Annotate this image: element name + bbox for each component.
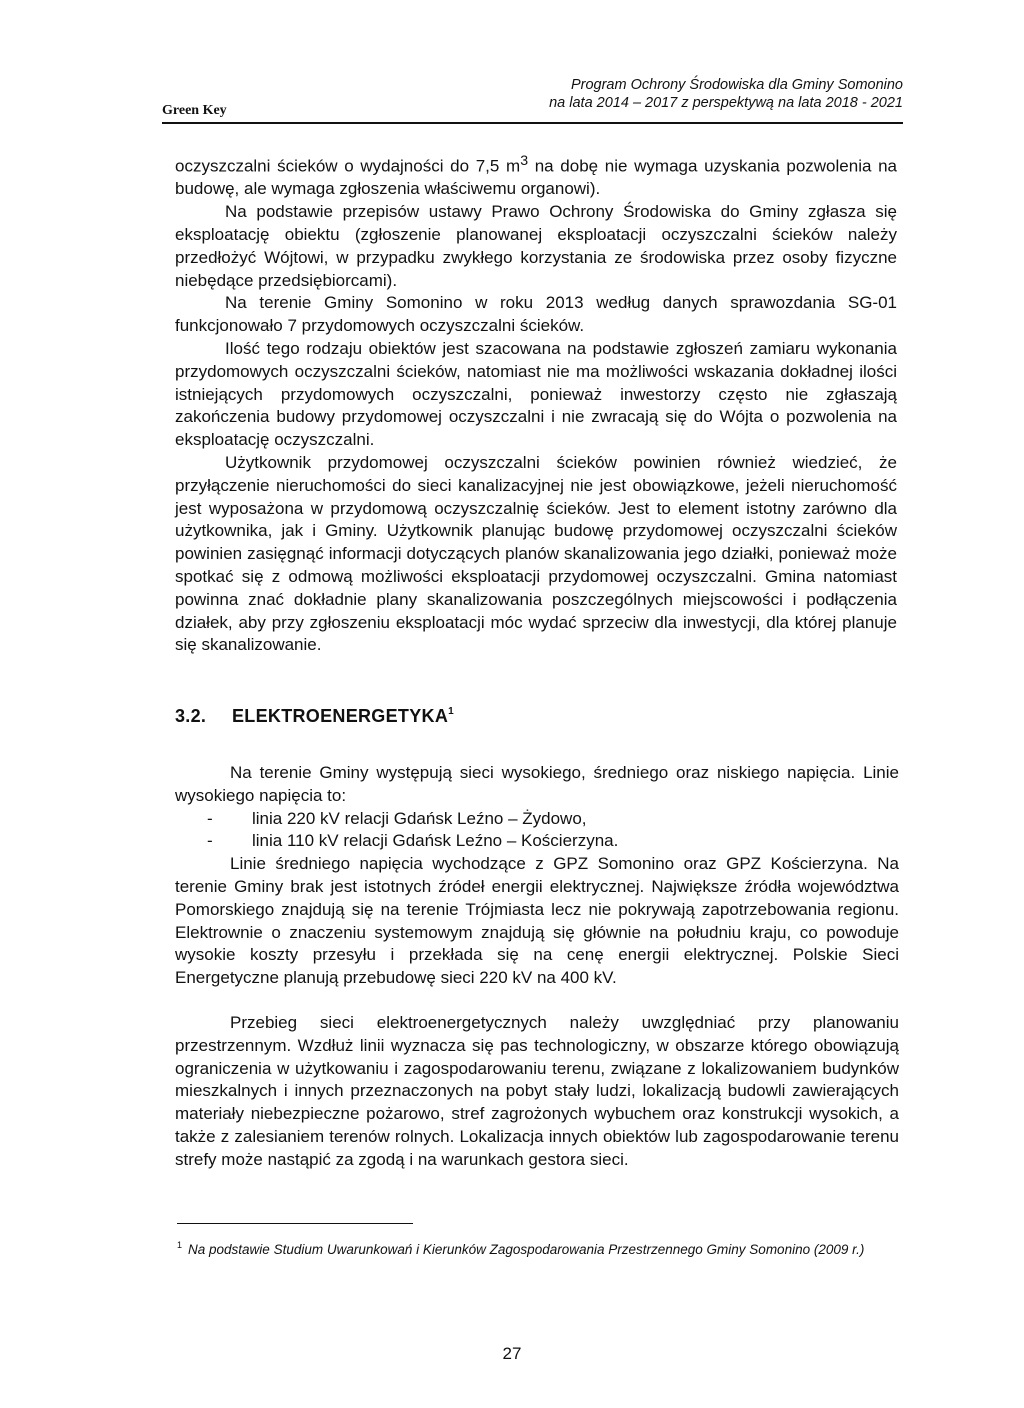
header-title xyxy=(549,76,903,112)
page-number: 27 xyxy=(502,1344,522,1363)
section-number: 3.2. xyxy=(175,706,207,726)
list-dash: - xyxy=(207,808,213,828)
header-company: Green Key xyxy=(162,103,227,118)
section-wastewater-text xyxy=(175,150,897,657)
paragraph: Na podstawie przepisów ustawy Prawo Ochrony Środowiska do Gminy zgłasza się eksploatację obiektu (zgłoszenie planowanej eksploatacji oczyszczalni ścieków należy przedłożyć Wójtowi, w przypadku zwykłego korzystania ze środowiska przez osoby fizyczne niebędące przedsiębiorcami). xyxy=(175,202,897,290)
footnote-rule xyxy=(177,1223,413,1224)
header-title-line1: Program Ochrony Środowiska dla Gminy Somonino xyxy=(570,77,903,93)
footnote-reference: 1 xyxy=(448,706,454,717)
paragraph-part: oczyszczalni ścieków o wydajności do 7,5 m xyxy=(175,156,521,176)
header-title-line2: na lata 2014 – 2017 z perspektywą na lata 2018 - 2021 xyxy=(549,95,903,111)
footnote-text: Na podstawie Studium Uwarunkowań i Kierunków Zagospodarowania Przestrzennego Gminy Somonino (2009 r.) xyxy=(188,1242,865,1257)
footnote xyxy=(177,1236,877,1259)
paragraph: Na terenie Gminy Somonino w roku 2013 według danych sprawozdania SG-01 funkcjonowało 7 przydomowych oczyszczalni ścieków. xyxy=(175,293,897,336)
paragraph-part: na dobę nie wymaga uzyskania pozwolenia na budowę, ale wymaga zgłoszenia właściwemu organowi). xyxy=(175,156,897,199)
list-item-text: linia 110 kV relacji Gdańsk Leźno – Kościerzyna. xyxy=(252,831,619,851)
paragraph-gap xyxy=(175,990,899,1012)
paragraph: Linie średniego napięcia wychodzące z GPZ Somonino oraz GPZ Kościerzyna. Na terenie Gminy brak jest istotnych źródeł energii elektrycznej. Największe źródła województwa Pomorskiego znajdują się na terenie Trójmiasta lecz nie pokrywają zapotrzebowania regionu. Elektrownie o znaczeniu systemowym znajdują się głównie na południu kraju, co powoduje wysokie koszty przesyłu i przekłada się na cenę energii elektrycznej. Polskie Sieci Energetyczne planują przebudowę sieci 220 kV na 400 kV. xyxy=(175,854,899,988)
list-dash: - xyxy=(207,831,213,851)
section-title: ELEKTROENERGETYKA xyxy=(232,706,449,726)
section-energy-text xyxy=(175,762,899,1172)
paragraph: Ilość tego rodzaju obiektów jest szacowana na podstawie zgłoszeń zamiaru wykonania przydomowych oczyszczalni ścieków, natomiast nie ma możliwości wskazania dokładnej ilości istniejących przydomowych oczyszczalni, ponieważ inwestorzy często nie zgłaszają zakończenia budowy przydomowej oczyszczalni i nie zwracają się do Wójta o pozwolenia na eksploatację oczyszczalni. xyxy=(175,339,897,450)
section-heading xyxy=(175,706,454,727)
page-header xyxy=(162,76,903,124)
footnote-mark: 1 xyxy=(177,1240,183,1250)
header-rule xyxy=(162,122,903,124)
paragraph: Na terenie Gminy występują sieci wysokiego, średniego oraz niskiego napięcia. Linie wysokiego napięcia to: xyxy=(175,763,899,805)
paragraph: Przebieg sieci elektroenergetycznych należy uwzględniać przy planowaniu przestrzennym. Wzdłuż linii wyznacza się pas technologiczny, w obszarze którego obowiązują ograniczenia w użytkowaniu i zagospodarowaniu terenu, związane z lokalizowaniem budynków mieszkalnych i innych przeznaczonych na pobyt stały ludzi, lokalizacją budowli zawierających materiały niebezpieczne pożarowo, stref zagrożonych wybuchem oraz konstrukcji wysokich, a także z zalesianiem terenów rolnych. Lokalizacja innych obiektów lub zagospodarowanie terenu strefy może nastąpić za zgodą i na warunkach gestora sieci. xyxy=(175,1012,899,1169)
list-item xyxy=(175,808,899,831)
superscript: 3 xyxy=(520,153,529,169)
paragraph xyxy=(175,150,897,201)
paragraph: Użytkownik przydomowej oczyszczalni ścieków powinien również wiedzieć, że przyłączenie nieruchomości do sieci kanalizacyjnej nie jest obowiązkowe, jeżeli nieruchomość jest wyposażona w przydomową oczyszczalnię ścieków. Jest to element istotny zarówno dla użytkownika, jak i Gminy. Użytkownik planując budowę przydomowej oczyszczalni ścieków powinien zasięgnąć informacji dotyczących planów skanalizowania jego działki, ponieważ może spotkać się z odmową możliwości eksploatacji przydomowej oczyszczalni. Gmina natomiast powinna znać dokładnie plany skanalizowania poszczególnych miejscowości i podłączenia działek, aby przy zgłoszeniu eksploatacji móc wydać sprzeciw dla inwestycji, dla której planuje się skanalizowanie. xyxy=(175,453,897,655)
list-item-text: linia 220 kV relacji Gdańsk Leźno – Żydowo, xyxy=(252,808,587,828)
list-item xyxy=(175,830,899,853)
power-lines-list xyxy=(175,808,899,854)
